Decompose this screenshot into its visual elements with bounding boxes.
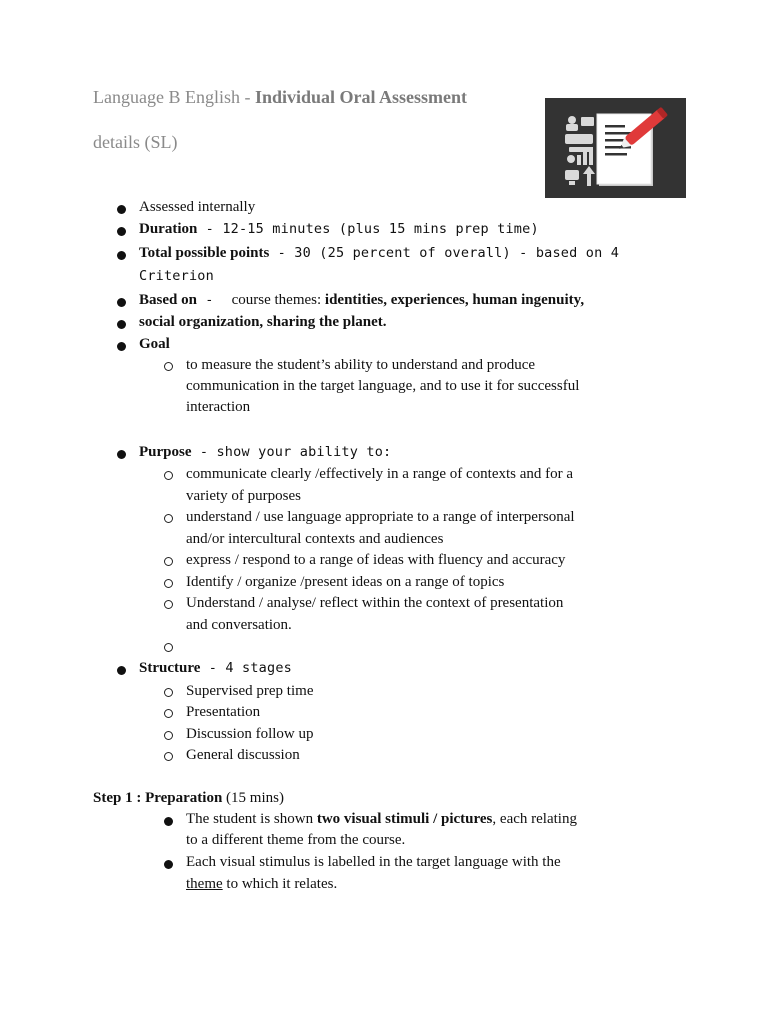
step1-item-2: Each visual stimulus is labelled in the target language with the (186, 854, 561, 870)
sub-bullet-circle (164, 579, 173, 588)
points-label: Total possible points (139, 245, 270, 261)
based-text: course themes: (231, 292, 325, 308)
bullet-dot (117, 666, 126, 675)
sub-bullet-circle (164, 709, 173, 718)
goal-line-3: interaction (186, 399, 251, 415)
sub-bullet-circle (164, 752, 173, 761)
step1-item1-bold: two visual stimuli / pictures (316, 811, 493, 827)
theme-underline: theme (186, 876, 223, 892)
sub-bullet-circle (164, 600, 173, 609)
document-pen-illustration (545, 98, 686, 198)
page-title-line2: details (SL) (93, 132, 178, 152)
duration-text: - 12-15 minutes (plus 15 mins prep time) (197, 221, 539, 237)
step1-heading (93, 788, 284, 809)
step1-text: (15 mins) (222, 790, 284, 806)
purpose-item-5-cont: and conversation. (186, 617, 292, 633)
bullet-points (139, 243, 619, 264)
purpose-item-1: communicate clearly /effectively in a range of contexts and for a (186, 466, 574, 482)
bullet-assessed: Assessed internally (139, 199, 256, 215)
step1-item-1 (186, 809, 577, 830)
goal-label: Goal (139, 336, 170, 352)
bullet-dot (117, 450, 126, 459)
purpose-item-4: Identify / organize /present ideas on a range of topics (186, 574, 505, 590)
purpose-item-5: Understand / analyse/ reflect within the context of presentation (186, 595, 564, 611)
icons-column (565, 116, 595, 186)
structure-text: - 4 stages (200, 660, 292, 676)
title-prefix: Language B English - (93, 87, 255, 107)
based-dash: - (196, 292, 214, 308)
based-label: Based on (139, 292, 197, 308)
sub-bullet-circle (164, 688, 173, 697)
sub-bullet-circle (164, 514, 173, 523)
bullet-purpose (139, 442, 391, 463)
bullet-dot (117, 251, 126, 260)
purpose-item-3: express / respond to a range of ideas with fluency and accuracy (186, 552, 566, 568)
bullet-dot (117, 320, 126, 329)
sub-bullet-circle (164, 471, 173, 480)
purpose-item-2: understand / use language appropriate to a range of interpersonal (186, 509, 575, 525)
page-title (93, 87, 467, 108)
structure-item-1: Supervised prep time (186, 683, 314, 699)
illustration-svg (545, 98, 686, 198)
structure-item-2: Presentation (186, 704, 261, 720)
bullet-dot (117, 342, 126, 351)
bullet-duration (139, 219, 539, 240)
goal-line-2: communication in the target language, and to use it for successful (186, 378, 580, 394)
bullet-goal (139, 334, 170, 355)
purpose-label: Purpose (139, 444, 192, 460)
points-text-line2: Criterion (139, 268, 214, 284)
bullet-based-on-2 (139, 312, 387, 333)
bullet-based-on (139, 290, 584, 311)
bullet-dot (117, 205, 126, 214)
based-bold: identities, experiences, human ingenuity, (324, 292, 585, 308)
step1-item1-a: The student is shown (186, 811, 317, 827)
bullet-dot (117, 227, 126, 236)
points-text: - 30 (25 percent of overall) - based on 4 (269, 245, 620, 261)
purpose-item-1-cont: variety of purposes (186, 488, 301, 504)
step1-label: Step 1 : Preparation (93, 790, 223, 806)
purpose-text: - show your ability to: (191, 444, 392, 460)
step1-item-1-cont: to a different theme from the course. (186, 832, 406, 848)
structure-item-3: Discussion follow up (186, 726, 314, 742)
based-bold-2: social organization, sharing the planet. (139, 314, 387, 330)
step1-item1-b: , each relating (492, 811, 577, 827)
sub-bullet-circle (164, 362, 173, 371)
step1-item2-b: to which it relates. (222, 876, 338, 892)
bullet-dot (117, 298, 126, 307)
structure-label: Structure (139, 660, 201, 676)
bullet-dot (164, 860, 173, 869)
duration-label: Duration (139, 221, 198, 237)
sub-bullet-circle (164, 731, 173, 740)
bullet-structure (139, 658, 292, 679)
sub-bullet-circle-empty (164, 643, 173, 652)
title-bold: Individual Oral Assessment (254, 87, 468, 107)
purpose-item-2-cont: and/or intercultural contexts and audiences (186, 531, 444, 547)
sub-bullet-circle (164, 557, 173, 566)
structure-item-4: General discussion (186, 747, 300, 763)
goal-line-1: to measure the student’s ability to understand and produce (186, 357, 536, 373)
step1-item-2-cont (186, 874, 337, 895)
bullet-dot (164, 817, 173, 826)
